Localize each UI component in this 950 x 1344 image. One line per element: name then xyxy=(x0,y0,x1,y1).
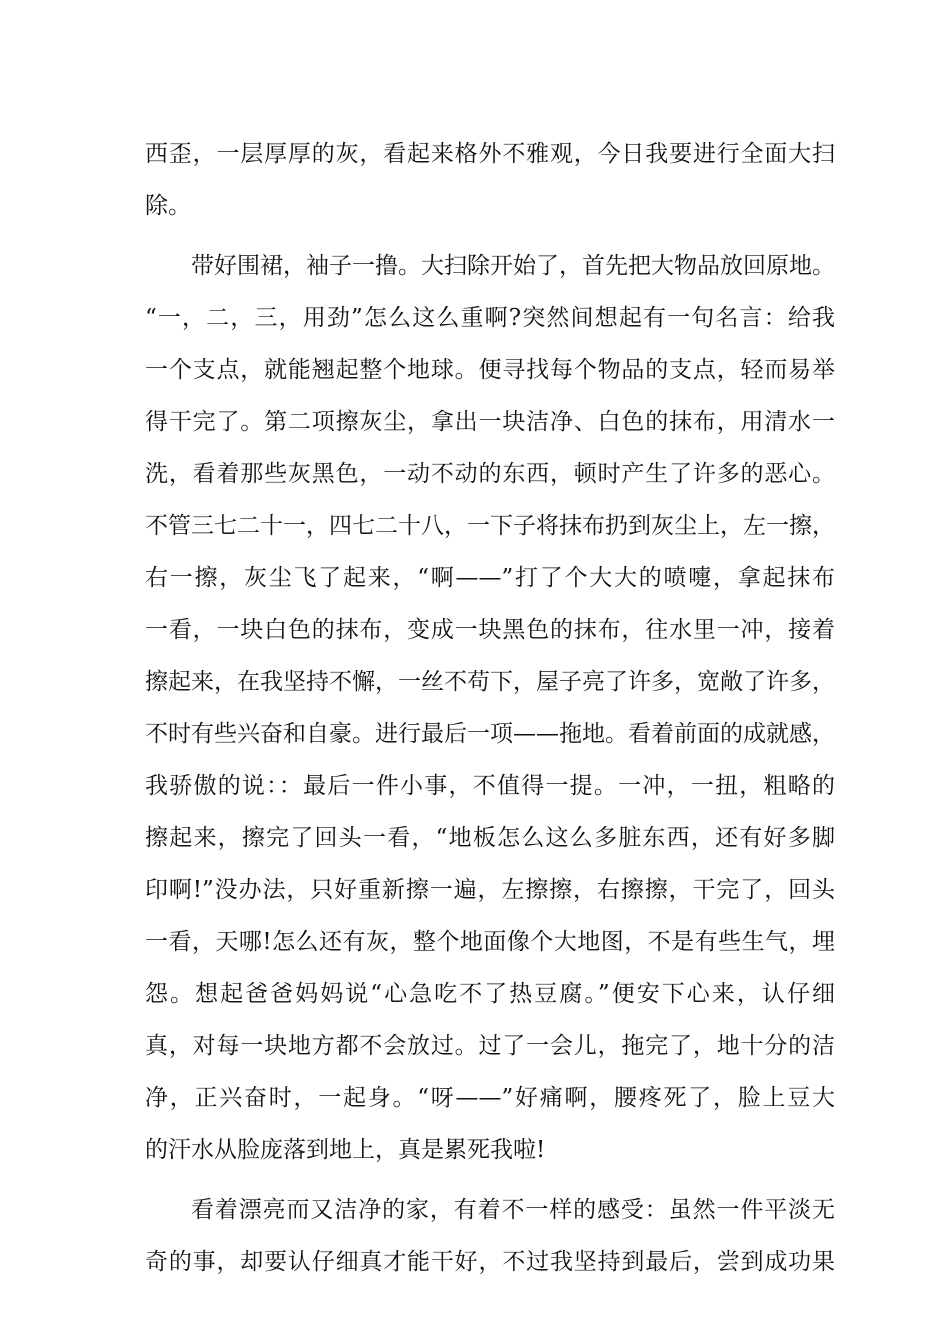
text-line: 真，对每一块地方都不会放过。过了一会儿，拖完了，地十分的洁 xyxy=(145,1033,835,1059)
text-line: 印啊!”没办法，只好重新擦一遍，左擦擦，右擦擦，干完了，回头 xyxy=(145,877,835,903)
text-line: 看着漂亮而又洁净的家，有着不一样的感受：虽然一件平淡无 xyxy=(191,1197,835,1223)
essay-body xyxy=(145,128,835,1288)
text-line: 不时有些兴奋和自豪。进行最后一项——拖地。看着前面的成就感， xyxy=(145,721,835,747)
paragraph-1 xyxy=(145,128,835,232)
paragraph-3 xyxy=(145,1184,835,1288)
text-line: 净，正兴奋时，一起身。“呀——”好痛啊，腰疼死了，脸上豆大 xyxy=(145,1085,835,1111)
text-line: 西歪，一层厚厚的灰，看起来格外不雅观，今日我要进行全面大扫 xyxy=(145,141,835,167)
text-line: 奇的事，却要认仔细真才能干好，不过我坚持到最后，尝到成功果 xyxy=(145,1249,835,1275)
text-line: 一看，天哪!怎么还有灰，整个地面像个大地图，不是有些生气，埋 xyxy=(145,929,835,955)
text-line: 一个支点，就能翘起整个地球。便寻找每个物品的支点，轻而易举 xyxy=(145,357,835,383)
text-line: 得干完了。第二项擦灰尘，拿出一块洁净、白色的抹布，用清水一 xyxy=(145,409,835,435)
text-line: 洗，看着那些灰黑色，一动不动的东西，顿时产生了许多的恶心。 xyxy=(145,461,835,487)
text-line: 不管三七二十一，四七二十八，一下子将抹布扔到灰尘上，左一擦， xyxy=(145,513,835,539)
text-line: 右一擦，灰尘飞了起来，“啊——”打了个大大的喷嚏，拿起抹布 xyxy=(145,565,835,591)
text-line: 擦起来，擦完了回头一看，“地板怎么这么多脏东西，还有好多脚 xyxy=(145,825,835,851)
text-line: 除。 xyxy=(145,193,191,219)
text-line: 的汗水从脸庞落到地上，真是累死我啦! xyxy=(145,1137,546,1163)
paragraph-2 xyxy=(145,240,835,1176)
text-line: 怨。想起爸爸妈妈说“心急吃不了热豆腐。”便安下心来，认仔细 xyxy=(145,981,835,1007)
text-line: 一看，一块白色的抹布，变成一块黑色的抹布，往水里一冲，接着 xyxy=(145,617,835,643)
text-line: “一，二，三，用劲”怎么这么重啊?突然间想起有一句名言：给我 xyxy=(145,305,835,331)
text-line: 我骄傲的说：：最后一件小事，不值得一提。一冲，一扭，粗略的 xyxy=(145,773,835,799)
text-line: 擦起来，在我坚持不懈，一丝不苟下，屋子亮了许多，宽敞了许多， xyxy=(145,669,835,695)
text-line: 带好围裙，袖子一撸。大扫除开始了，首先把大物品放回原地。 xyxy=(191,253,835,279)
